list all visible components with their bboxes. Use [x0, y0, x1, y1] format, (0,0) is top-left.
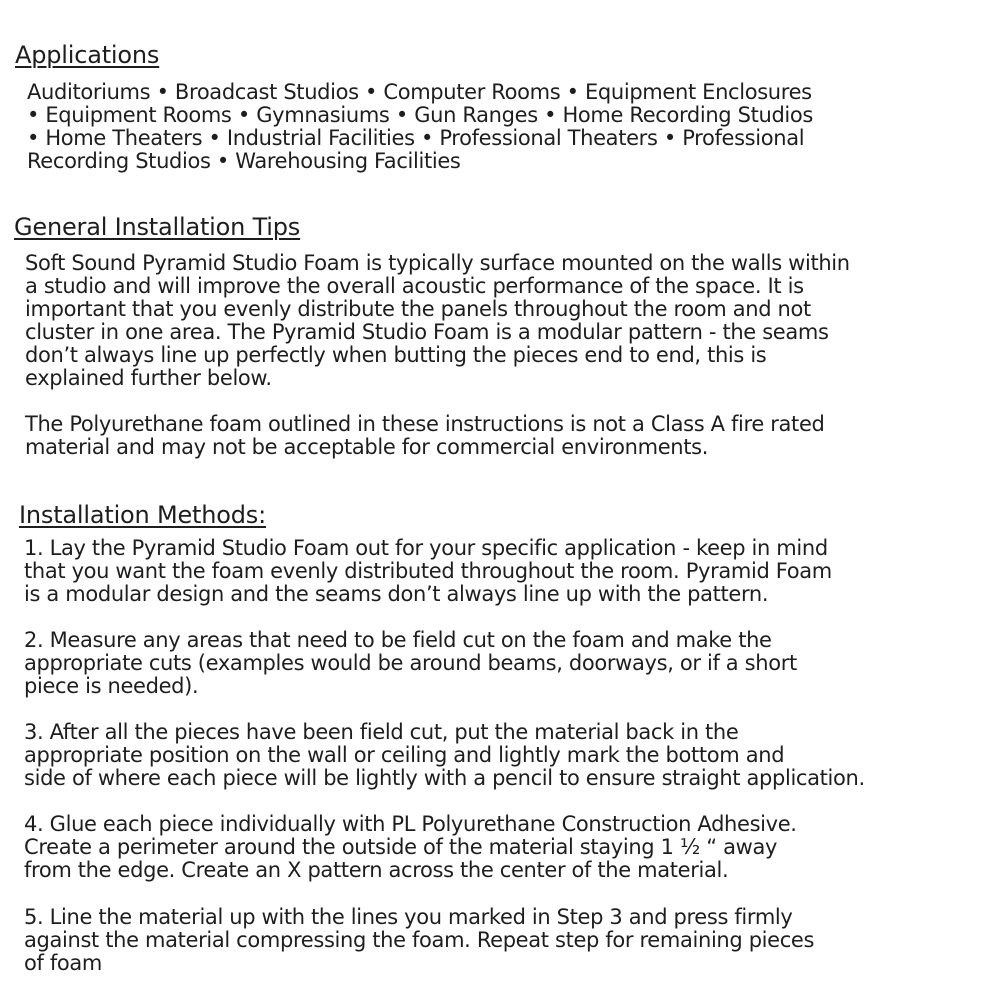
applications-heading: Applications: [15, 41, 160, 69]
step-line: appropriate cuts (examples would be around beams, doorways, or if a short: [24, 651, 797, 675]
method-step-4: [24, 813, 797, 882]
step-line: 4. Glue each piece individually with PL Polyurethane Construction Adhesive.: [24, 812, 797, 836]
applications-line: Auditoriums • Broadcast Studios • Computer Rooms • Equipment Enclosures: [27, 80, 812, 104]
step-line: from the edge. Create an X pattern across the center of the material.: [24, 858, 729, 882]
method-step-5: [24, 906, 814, 975]
paragraph-line: explained further below.: [25, 366, 272, 390]
step-line: Create a perimeter around the outside of the material staying 1 ½ “ away: [24, 835, 778, 859]
fire-rating-note: [25, 413, 825, 459]
step-line: 1. Lay the Pyramid Studio Foam out for your specific application - keep in mind: [24, 536, 828, 560]
step-line: 3. After all the pieces have been field cut, put the material back in the: [24, 720, 739, 744]
step-line: piece is needed).: [24, 674, 199, 698]
paragraph-line: a studio and will improve the overall acoustic performance of the space. It is: [25, 274, 804, 298]
step-line: of foam: [24, 951, 103, 975]
step-line: 2. Measure any areas that need to be field cut on the foam and make the: [24, 628, 772, 652]
installation-tips-heading: General Installation Tips: [14, 213, 301, 241]
applications-line: Recording Studios • Warehousing Facilities: [27, 149, 461, 173]
method-step-1: [24, 537, 832, 606]
applications-list: [27, 81, 813, 173]
paragraph-line: don’t always line up perfectly when butting the pieces end to end, this is: [25, 343, 767, 367]
step-line: appropriate position on the wall or ceiling and lightly mark the bottom and: [24, 743, 785, 767]
paragraph-line: Soft Sound Pyramid Studio Foam is typically surface mounted on the walls within: [25, 251, 850, 275]
method-step-3: [24, 721, 865, 790]
paragraph-line: cluster in one area. The Pyramid Studio Foam is a modular pattern - the seams: [25, 320, 829, 344]
step-line: is a modular design and the seams don’t always line up with the pattern.: [24, 582, 769, 606]
step-line: that you want the foam evenly distributed throughout the room. Pyramid Foam: [24, 559, 832, 583]
method-step-2: [24, 629, 797, 698]
paragraph-line: material and may not be acceptable for commercial environments.: [25, 435, 709, 459]
step-line: against the material compressing the foam. Repeat step for remaining pieces: [24, 928, 815, 952]
step-line: 5. Line the material up with the lines you marked in Step 3 and press firmly: [24, 905, 793, 929]
paragraph-line: important that you evenly distribute the panels throughout the room and not: [25, 297, 811, 321]
paragraph-line: The Polyurethane foam outlined in these instructions is not a Class A fire rated: [25, 412, 825, 436]
installation-methods-heading: Installation Methods:: [19, 501, 266, 529]
installation-tips-paragraph: [25, 252, 850, 390]
applications-line: • Home Theaters • Industrial Facilities • Professional Theaters • Professional: [27, 126, 805, 150]
applications-line: • Equipment Rooms • Gymnasiums • Gun Ranges • Home Recording Studios: [27, 103, 813, 127]
step-line: side of where each piece will be lightly with a pencil to ensure straight application.: [24, 766, 865, 790]
